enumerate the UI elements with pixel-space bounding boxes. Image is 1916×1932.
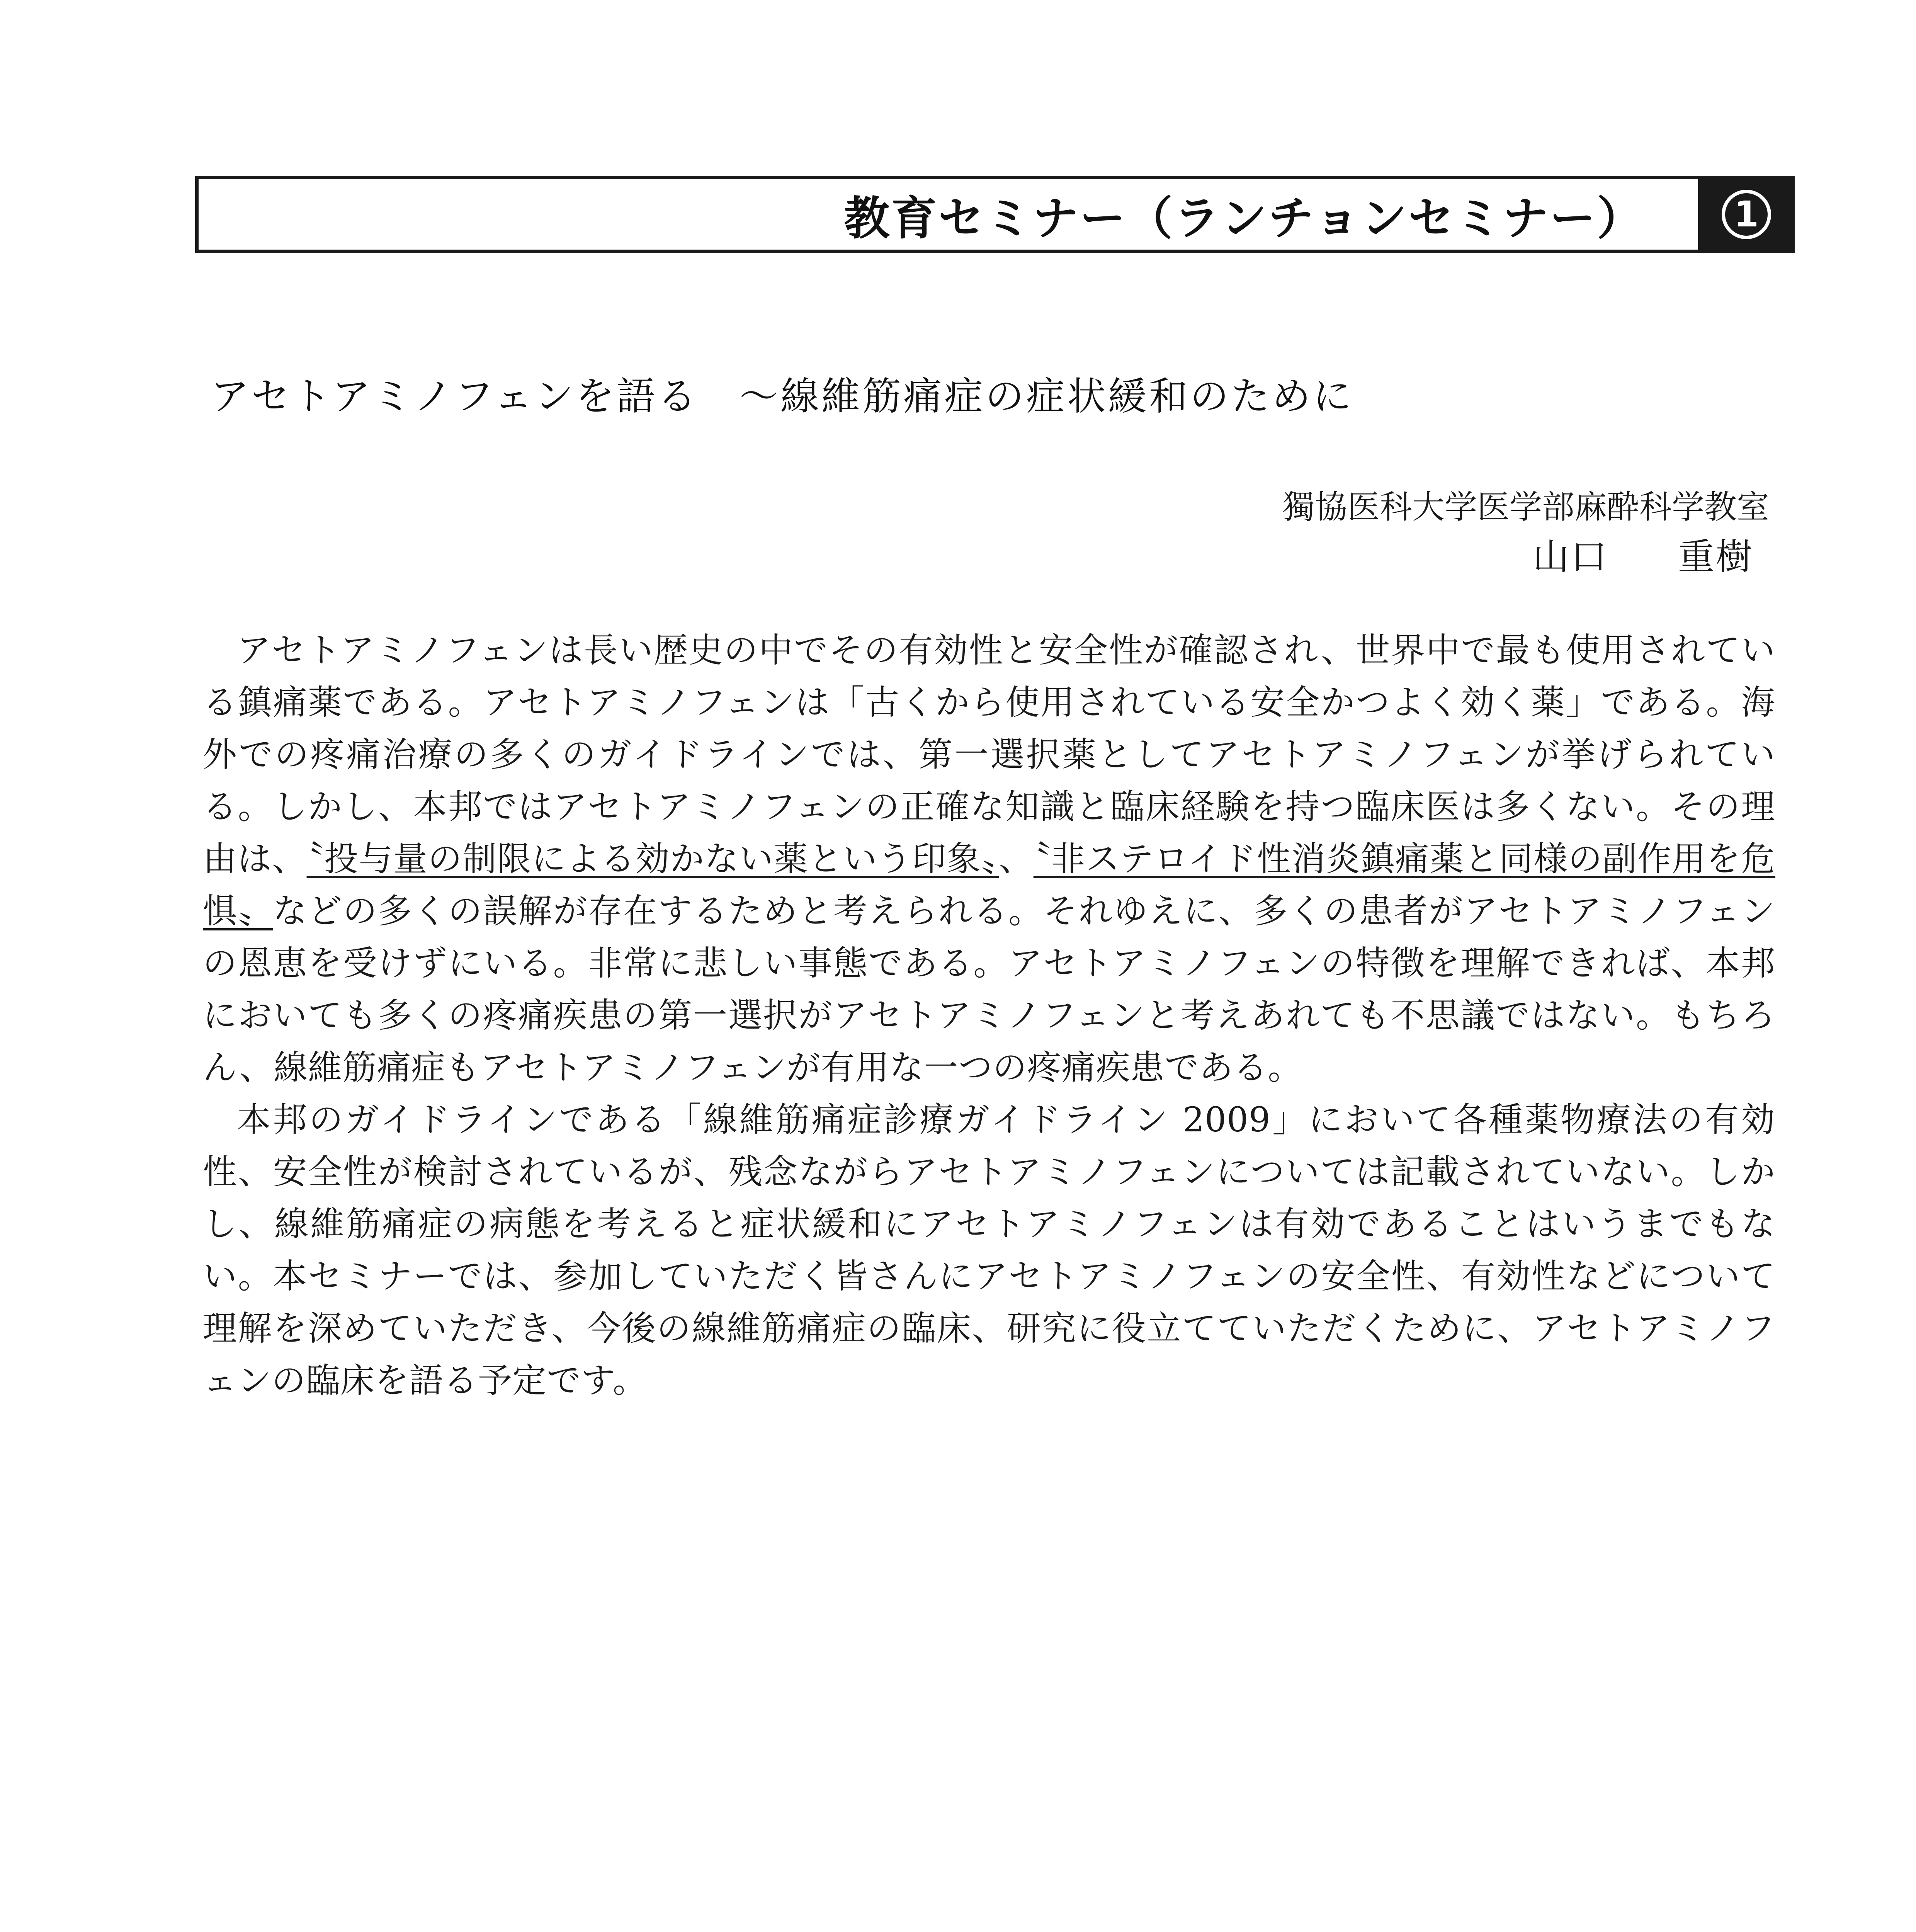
- seminar-header-banner: [195, 176, 1698, 253]
- underlined-phrase-2: 〝非ステロイド性消炎鎮痛薬と同様の副作用を危惧〟: [203, 839, 1775, 931]
- abstract-paragraph-1: [203, 624, 1775, 1094]
- seminar-number-badge: [1698, 176, 1795, 253]
- author-name: [1533, 527, 1754, 580]
- seminar-number-circle: 1: [1722, 190, 1771, 239]
- abstract-body: [203, 624, 1775, 1406]
- paragraph-1-text-b: 、: [999, 839, 1034, 879]
- abstract-paragraph-2: 本邦のガイドラインである「線維筋痛症診療ガイドライン 2009」において各種薬物療法の有効性、安全性が検討されているが、残念ながらアセトアミノフェンについては記載されていない。しかし、線維筋痛症の病態を考えると症状緩和にアセトアミノフェンは有効であることはいうまでもない。本セミナーでは、参加していただく皆さんにアセトアミノフェンの安全性、有効性などについて理解を深めていただき、今後の線維筋痛症の臨床、研究に役立てていただくために、アセトアミノフェンの臨床を語る予定です。: [203, 1100, 1775, 1400]
- paragraph-1-text-c: などの多くの誤解が存在するためと考えられる。それゆえに、多くの患者がアセトアミノフェンの恩恵を受けずにいる。非常に悲しい事態である。アセトアミノフェンの特徴を理解できれば、本邦においても多くの疼痛疾患の第一選択がアセトアミノフェンと考えあれても不思議ではない。もちろん、線維筋痛症もアセトアミノフェンが有用な一つの疼痛疾患である。: [203, 891, 1775, 1087]
- seminar-header-title: 教育セミナー（ランチョンセミナー）: [844, 192, 1644, 245]
- author-affiliation: 獨協医科大学医学部麻酔科学教室: [1282, 488, 1769, 526]
- author-family-name: 山口: [1532, 536, 1608, 578]
- article-title: アセトアミノフェンを語る ～線維筋痛症の症状緩和のために: [211, 374, 1354, 419]
- author-given-name: 重樹: [1678, 536, 1754, 578]
- paragraph-1-text-a: アセトアミノフェンは長い歴史の中でその有効性と安全性が確認され、世界中で最も使用されている鎮痛薬である。アセトアミノフェンは「古くから使用されている安全かつよく効く薬」である。海外での疼痛治療の多くのガイドラインでは、第一選択薬としてアセトアミノフェンが挙げられている。しかし、本邦ではアセトアミノフェンの正確な知識と臨床経験を持つ臨床医は多くない。その理由は、: [203, 630, 1775, 879]
- underlined-phrase-1: 〝投与量の制限による効かない薬という印象〟: [306, 839, 999, 879]
